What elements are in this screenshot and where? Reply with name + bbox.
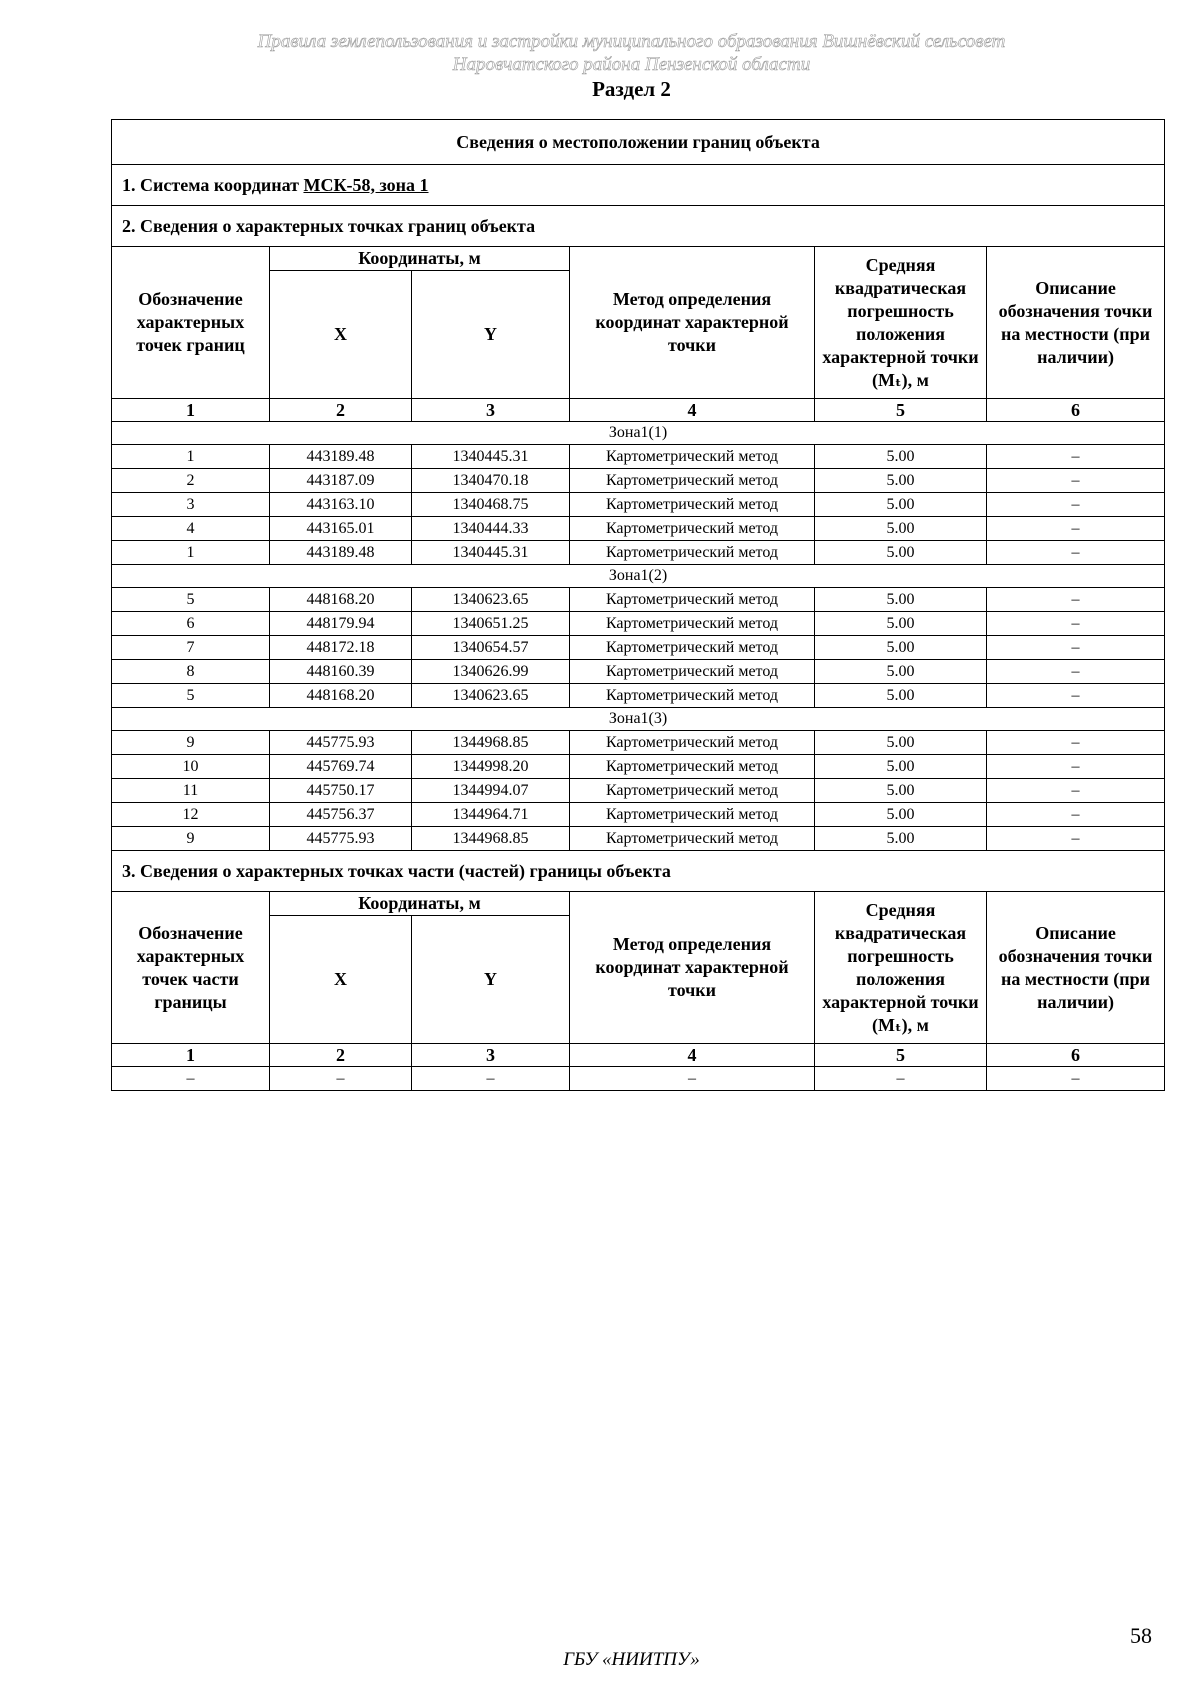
table-cell: – [987,469,1165,493]
table-cell: 443189.48 [270,541,412,565]
header-line-1: Правила землепользования и застройки муниципального образования Вишнёвский сельсовет [257,31,1006,52]
column-number: 4 [570,399,815,422]
coordinate-system-label: 1. Система координат [122,174,299,195]
zone-header-row [112,708,1165,731]
header-coordinates: Координаты, м [270,892,570,916]
table-cell: – [987,517,1165,541]
header-description: Описание обозначения точки на местности (при наличии) [987,247,1165,399]
table-cell: 5.00 [815,731,987,755]
header-line-2: Наровчатского района Пензенской области [452,54,811,75]
table-cell: Картометрический метод [570,493,815,517]
column-number: 6 [987,399,1165,422]
table-cell: – [112,1067,270,1091]
table-cell: 11 [112,779,270,803]
section-title: Раздел 2 [592,77,671,101]
table-row [112,660,1165,684]
table-row [112,755,1165,779]
table-cell: 5.00 [815,779,987,803]
column-number: 6 [987,1044,1165,1067]
table-cell: 5.00 [815,588,987,612]
table-cell: – [987,445,1165,469]
table-cell: 448160.39 [270,660,412,684]
table-cell: Картометрический метод [570,827,815,851]
header-y: Y [412,271,570,399]
zone-name: Зона1(3) [112,708,1165,731]
table-cell: – [987,1067,1165,1091]
table-cell: 448172.18 [270,636,412,660]
section-2-title: 2. Сведения о характерных точках границ объекта [112,206,1165,247]
table-row [112,803,1165,827]
table-cell: 443163.10 [270,493,412,517]
table-cell: 1340445.31 [412,445,570,469]
table-cell: – [987,541,1165,565]
zone-header-row [112,565,1165,588]
table-cell: 5.00 [815,612,987,636]
table-cell: 443165.01 [270,517,412,541]
table-row [112,779,1165,803]
column-number: 5 [815,1044,987,1067]
table-row [112,541,1165,565]
table-cell: Картометрический метод [570,731,815,755]
header-x: X [270,271,412,399]
table-cell: 1340444.33 [412,517,570,541]
table-cell: 443187.09 [270,469,412,493]
table-cell: Картометрический метод [570,660,815,684]
table-cell: Картометрический метод [570,588,815,612]
table-cell: 1340654.57 [412,636,570,660]
header-method: Метод определения координат характерной точки [570,247,815,399]
column-number: 3 [412,399,570,422]
column-number: 2 [270,399,412,422]
table-cell: 445756.37 [270,803,412,827]
table-cell: 1344968.85 [412,827,570,851]
table-cell: 1340651.25 [412,612,570,636]
table-cell: – [987,588,1165,612]
section-3-title: 3. Сведения о характерных точках части (частей) границы объекта [112,851,1165,892]
table-cell: 443189.48 [270,445,412,469]
table-cell: 445769.74 [270,755,412,779]
table-cell: 1344994.07 [412,779,570,803]
table-cell: Картометрический метод [570,517,815,541]
table-cell: 448168.20 [270,588,412,612]
table-row [112,469,1165,493]
header-error: Средняя квадратическая погрешность положения характерной точки (Mₜ), м [815,892,987,1044]
column-number: 4 [570,1044,815,1067]
table-row [112,684,1165,708]
table-cell: – [987,612,1165,636]
table-cell: 1344968.85 [412,731,570,755]
table-cell: 5.00 [815,445,987,469]
table-cell: 448168.20 [270,684,412,708]
table-cell: 1 [112,541,270,565]
table-cell: 5.00 [815,469,987,493]
table-cell: 5.00 [815,803,987,827]
table-cell: 9 [112,827,270,851]
table-cell: – [987,755,1165,779]
table-cell: – [270,1067,412,1091]
table-cell: 5 [112,684,270,708]
table-cell: 445750.17 [270,779,412,803]
header-coordinates: Координаты, м [270,247,570,271]
zone-name: Зона1(1) [112,422,1165,445]
table-cell: – [987,731,1165,755]
table-cell: 5.00 [815,684,987,708]
table-row [112,827,1165,851]
table-cell: – [987,779,1165,803]
table-cell: – [987,493,1165,517]
table-cell: 5.00 [815,493,987,517]
table-cell: Картометрический метод [570,755,815,779]
column-number: 2 [270,1044,412,1067]
coordinate-system-row [112,165,1165,206]
table-row [112,636,1165,660]
table-row [112,612,1165,636]
table-cell: Картометрический метод [570,779,815,803]
table-cell: Картометрический метод [570,803,815,827]
table-cell: Картометрический метод [570,541,815,565]
table-cell: 6 [112,612,270,636]
table-cell: Картометрический метод [570,636,815,660]
table-row [112,517,1165,541]
table-cell: 9 [112,731,270,755]
table-cell: 1340623.65 [412,684,570,708]
table-cell: Картометрический метод [570,684,815,708]
table-cell: 445775.93 [270,731,412,755]
column-number: 1 [112,1044,270,1067]
table-cell: Картометрический метод [570,469,815,493]
table-cell: – [987,803,1165,827]
table-cell: 1344998.20 [412,755,570,779]
header-x: X [270,916,412,1044]
page-number: 58 [1130,1623,1152,1648]
table-row [112,1067,1165,1091]
table-cell: 5.00 [815,827,987,851]
zone-header-row [112,422,1165,445]
table-cell: 8 [112,660,270,684]
table-cell: – [987,660,1165,684]
table-row [112,588,1165,612]
table-row [112,493,1165,517]
table-cell: 1340470.18 [412,469,570,493]
table-cell: 448179.94 [270,612,412,636]
table-cell: 5.00 [815,517,987,541]
column-numbers-row [112,399,1165,422]
table-cell: 1344964.71 [412,803,570,827]
header-error: Средняя квадратическая погрешность положения характерной точки (Mₜ), м [815,247,987,399]
table-cell: 5.00 [815,636,987,660]
table-cell: – [412,1067,570,1091]
table-cell: 1340626.99 [412,660,570,684]
table-cell: 5.00 [815,541,987,565]
column-number: 5 [815,399,987,422]
zone-name: Зона1(2) [112,565,1165,588]
table-cell: 5 [112,588,270,612]
table-row [112,445,1165,469]
coordinate-system-value: МСК-58, зона 1 [303,174,429,195]
table-cell: 3 [112,493,270,517]
table-cell: 5.00 [815,660,987,684]
column-number: 3 [412,1044,570,1067]
table-cell: 5.00 [815,755,987,779]
table-cell: – [987,827,1165,851]
table-cell: 12 [112,803,270,827]
table-cell: – [987,636,1165,660]
footer-organization: ГБУ «НИИТПУ» [563,1649,700,1670]
header-y: Y [412,916,570,1044]
table-title: Сведения о местоположении границ объекта [112,120,1165,165]
table-cell: 2 [112,469,270,493]
table-cell: 445775.93 [270,827,412,851]
table-cell: 10 [112,755,270,779]
document-running-header [0,30,1200,76]
table-cell: 1340445.31 [412,541,570,565]
table-cell: 4 [112,517,270,541]
table-cell: 1 [112,445,270,469]
table-row [112,731,1165,755]
table-cell: – [815,1067,987,1091]
table-cell: 1340468.75 [412,493,570,517]
header-designation-part: Обозначение характерных точек части границы [112,892,270,1044]
header-designation: Обозначение характерных точек границ [112,247,270,399]
table-cell: Картометрический метод [570,612,815,636]
column-numbers-row [112,1044,1165,1067]
table-cell: Картометрический метод [570,445,815,469]
table-cell: 7 [112,636,270,660]
boundary-coordinates-table [111,119,1165,1091]
header-description: Описание обозначения точки на местности (при наличии) [987,892,1165,1044]
table-cell: – [570,1067,815,1091]
column-number: 1 [112,399,270,422]
header-method: Метод определения координат характерной точки [570,892,815,1044]
table-cell: 1340623.65 [412,588,570,612]
table-cell: – [987,684,1165,708]
